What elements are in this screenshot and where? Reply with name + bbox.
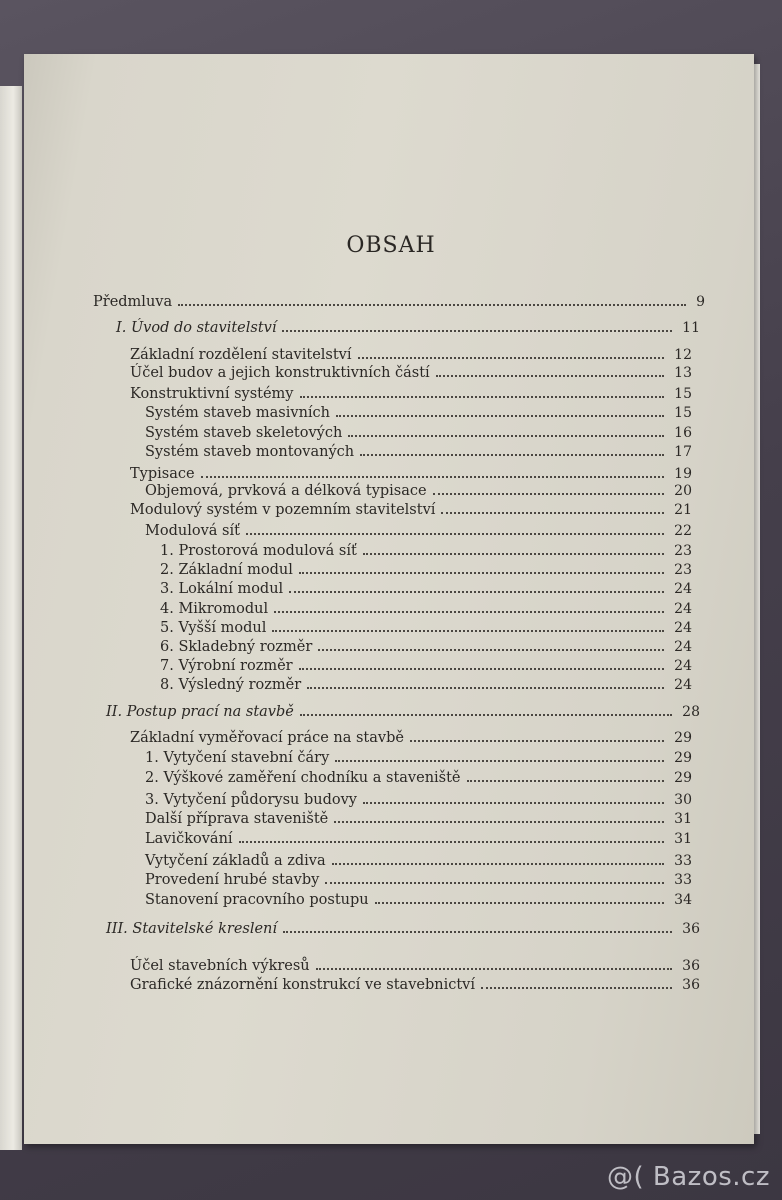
toc-leader-dots (316, 967, 673, 970)
toc-page-number: 28 (682, 704, 700, 720)
toc-entry-label: Typisace (130, 466, 195, 482)
toc-leader-dots (375, 901, 665, 904)
toc-entry (145, 768, 692, 786)
toc-entry (145, 442, 692, 460)
toc-entry-label: 2. Základní modul (160, 562, 293, 578)
toc-page-number: 24 (674, 601, 692, 617)
toc-entry-label: 4. Mikromodul (160, 601, 269, 617)
toc-entry-label: Objemová, prvková a délková typisace (145, 483, 427, 499)
toc-page-number: 36 (682, 958, 700, 974)
toc-entry-label: 6. Skladebný rozměr (160, 639, 313, 655)
toc-entry-label: Modulová síť (145, 523, 240, 539)
toc-leader-dots (358, 356, 665, 359)
toc-page-number: 24 (674, 677, 692, 693)
toc-entry (160, 618, 692, 636)
toc-leader-dots (348, 434, 664, 437)
toc-page-number: 22 (674, 523, 692, 539)
toc-entry (130, 464, 692, 482)
toc-entry-label: Systém staveb skeletových (145, 425, 343, 441)
toc-page-number: 11 (682, 320, 700, 336)
toc-leader-dots (441, 511, 664, 514)
toc-entry-label: Základní vyměřovací práce na stavbě (130, 730, 404, 746)
watermark-logo: @( Bazos.cz (607, 1162, 770, 1192)
toc-leader-dots (410, 739, 664, 742)
toc-entry-label: 3. Vytyčení půdorysu budovy (145, 792, 357, 808)
toc-page-number: 24 (674, 620, 692, 636)
toc-leader-dots (481, 986, 672, 989)
toc-leader-dots (299, 667, 665, 670)
toc-leader-dots (246, 532, 664, 535)
toc-entry-label: II. Postup prací na stavbě (106, 704, 294, 720)
toc-entry (145, 748, 692, 766)
toc-page-number: 29 (674, 730, 692, 746)
toc-entry-label: 2. Výškové zaměření chodníku a staveniště (145, 770, 461, 786)
toc-entry-label: Účel budov a jejich konstruktivních částí (130, 365, 430, 381)
toc-leader-dots (363, 552, 664, 555)
toc-entry (145, 870, 692, 888)
toc-entry-label: I. Úvod do stavitelství (116, 320, 277, 336)
toc-entry (145, 829, 692, 847)
toc-entry (106, 919, 700, 937)
toc-entry (145, 851, 692, 869)
toc-leader-dots (299, 571, 664, 574)
toc-page-number: 19 (674, 466, 692, 482)
toc-leader-dots (332, 862, 665, 865)
toc-entry (130, 384, 692, 402)
toc-entry (145, 423, 692, 441)
toc-entry-label: 1. Prostorová modulová síť (160, 543, 357, 559)
toc-page-number: 20 (674, 483, 692, 499)
toc-entry-label: 7. Výrobní rozměr (160, 658, 293, 674)
toc-entry (145, 481, 692, 499)
toc-entry-label: Další příprava staveniště (145, 811, 329, 827)
toc-leader-dots (336, 414, 664, 417)
toc-page-number: 24 (674, 639, 692, 655)
toc-entry (145, 403, 692, 421)
toc-entry (130, 363, 692, 381)
toc-entry (130, 975, 700, 993)
toc-page-number: 31 (674, 831, 692, 847)
toc-entry-label: 5. Vyšší modul (160, 620, 267, 636)
toc-leader-dots (283, 930, 672, 933)
toc-leader-dots (335, 759, 664, 762)
toc-entry-label: Provedení hrubé stavby (145, 872, 320, 888)
toc-page-number: 16 (674, 425, 692, 441)
toc-page-number: 29 (674, 750, 692, 766)
toc-leader-dots (360, 453, 664, 456)
toc-entry-label: Systém staveb montovaných (145, 444, 355, 460)
toc-entry (160, 675, 692, 693)
toc-page-number: 23 (674, 562, 692, 578)
toc-page-number: 24 (674, 658, 692, 674)
toc-entry-label: 1. Vytyčení stavební čáry (145, 750, 330, 766)
toc-page-number: 36 (682, 977, 700, 993)
toc-page-number: 17 (674, 444, 692, 460)
toc-entry-label: Systém staveb masivních (145, 405, 331, 421)
toc-page-number: 30 (674, 792, 692, 808)
toc-page-number: 36 (682, 921, 700, 937)
toc-page-number: 12 (674, 347, 692, 363)
toc-page-number: 31 (674, 811, 692, 827)
toc-entry (130, 728, 692, 746)
toc-leader-dots (307, 686, 664, 689)
toc-leader-dots (289, 590, 664, 593)
toc-leader-dots (363, 801, 664, 804)
toc-entry-label: III. Stavitelské kreslení (106, 921, 278, 937)
toc-page-number: 29 (674, 770, 692, 786)
toc-page-number: 9 (696, 294, 705, 310)
toc-entry (160, 637, 692, 655)
toc-leader-dots (300, 395, 665, 398)
toc-page-number: 24 (674, 581, 692, 597)
toc-leader-dots (178, 303, 686, 306)
toc-entry (145, 521, 692, 539)
toc-entry (145, 790, 692, 808)
toc-leader-dots (318, 648, 664, 651)
toc-page-number: 15 (674, 386, 692, 402)
toc-entry-label: Konstruktivní systémy (130, 386, 294, 402)
toc-leader-dots (436, 374, 664, 377)
toc-entry (116, 318, 700, 336)
toc-page-number: 13 (674, 365, 692, 381)
toc-entry (145, 809, 692, 827)
toc-page-number: 15 (674, 405, 692, 421)
toc-entry (160, 599, 692, 617)
toc-entry-label: Účel stavebních výkresů (130, 958, 310, 974)
toc-page-number: 21 (674, 502, 692, 518)
toc-entry-label: Stanovení pracovního postupu (145, 892, 369, 908)
toc-entry (145, 890, 692, 908)
toc-leader-dots (274, 610, 664, 613)
toc-entry-label: Lavičkování (145, 831, 233, 847)
toc-page-number: 34 (674, 892, 692, 908)
toc-entry-label: Modulový systém v pozemním stavitelství (130, 502, 436, 518)
toc-entry (130, 956, 700, 974)
toc-entry-label: 8. Výsledný rozměr (160, 677, 302, 693)
toc-entry (160, 656, 692, 674)
toc-entry (160, 541, 692, 559)
toc-leader-dots (325, 881, 664, 884)
toc-leader-dots (433, 492, 665, 495)
toc-entry (106, 702, 700, 720)
toc-leader-dots (467, 779, 665, 782)
toc-entry (130, 500, 692, 518)
toc-entry (160, 579, 692, 597)
toc-entry (130, 345, 692, 363)
toc-entry (160, 560, 692, 578)
toc-page-number: 23 (674, 543, 692, 559)
toc-entry-label: Grafické znázornění konstrukcí ve stavebnictví (130, 977, 476, 993)
toc-page-number: 33 (674, 853, 692, 869)
toc-entry-label: Vytyčení základů a zdiva (145, 853, 326, 869)
toc-page-number: 33 (674, 872, 692, 888)
toc-title: OBSAH (346, 233, 436, 258)
toc-leader-dots (300, 713, 672, 716)
toc-entry (93, 292, 705, 310)
toc-entry-label: 3. Lokální modul (160, 581, 284, 597)
toc-leader-dots (201, 475, 665, 478)
toc-leader-dots (282, 329, 672, 332)
toc-entry-label: Základní rozdělení stavitelství (130, 347, 352, 363)
toc-leader-dots (239, 840, 665, 843)
toc-leader-dots (334, 820, 664, 823)
toc-entry-label: Předmluva (93, 294, 173, 310)
toc-leader-dots (272, 629, 664, 632)
